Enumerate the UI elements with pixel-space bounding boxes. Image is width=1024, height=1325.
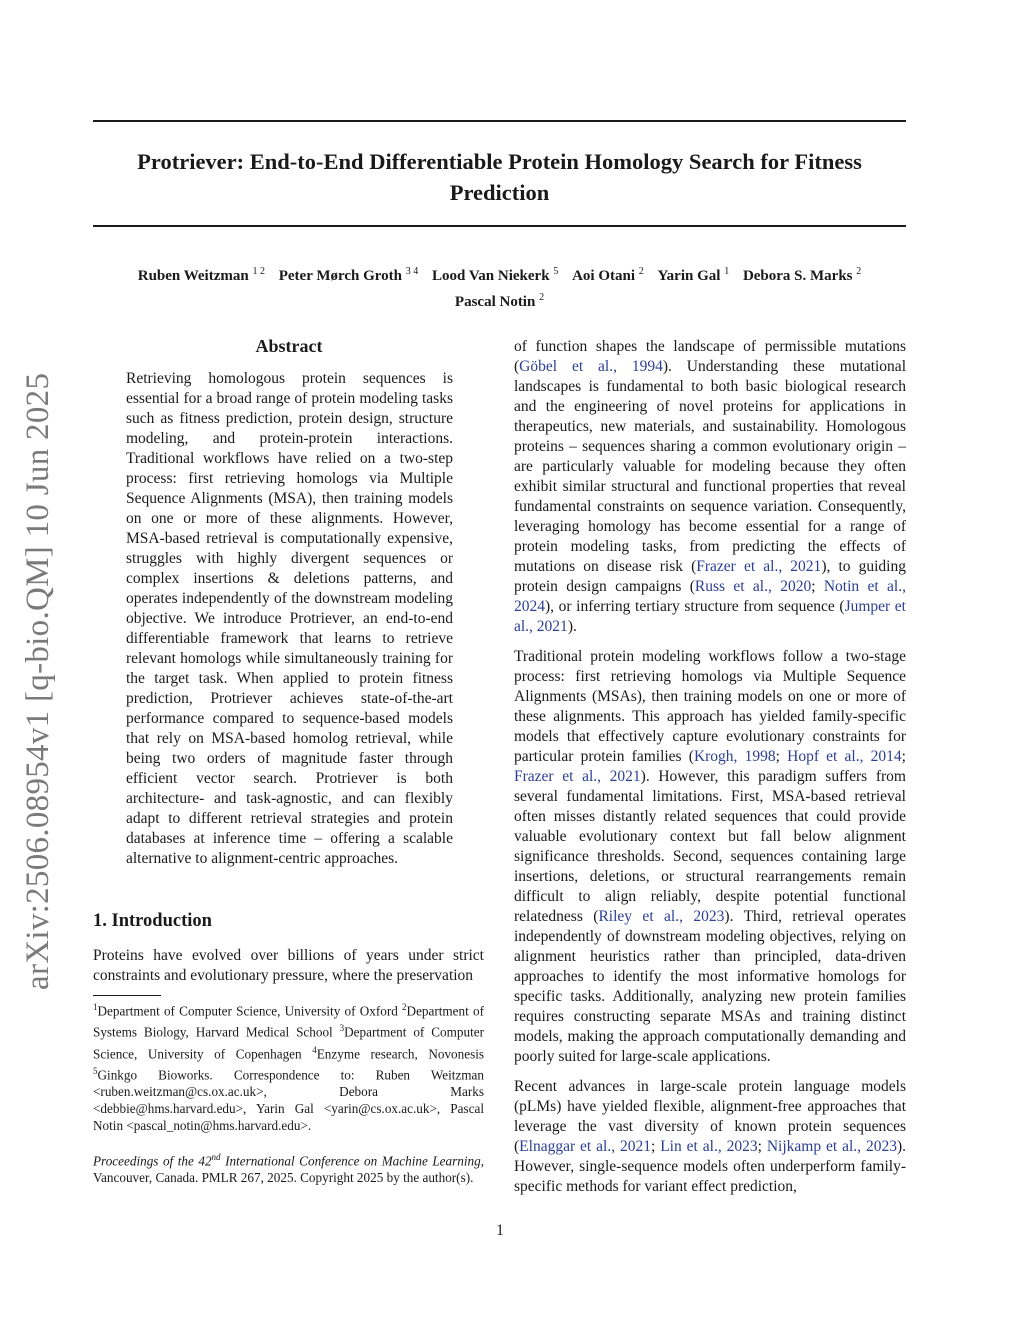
paper-title: Protriever: End-to-End Differentiable Protein Homology Search for Fitness Prediction: [137, 149, 862, 205]
abstract-heading: Abstract: [255, 336, 323, 356]
body-text: ). Third, retrieval operates independently of downstream modeling objectives, relying on alignment heuristics rather than principled, data-driven approaches to identify the most informative homologs for specific tasks. Additionally, analyzing new protein families requires constructing separate MSAs and training distinct models, making the approach computationally demanding and poorly suited for large-scale applications.: [514, 908, 906, 1065]
body-text: ;: [811, 578, 824, 595]
affiliation-marker: 1: [724, 266, 730, 277]
author: [743, 268, 861, 284]
affiliation-footnotes: [93, 999, 484, 1135]
author: [572, 268, 644, 284]
affiliation-text: Department of Computer Science, University of Oxford: [97, 1003, 398, 1019]
top-rule: [93, 120, 906, 122]
proceedings-number: 42: [198, 1153, 212, 1169]
proceedings-notice: [93, 1149, 484, 1186]
correspondence-text: Correspondence to: Ruben Weitzman <ruben.weitzman@cs.ox.ac.uk>, Debora Marks <debbie@hms.harvard.edu>, Yarin Gal <yarin@cs.ox.ac.uk>, Pascal Notin <pascal_notin@hms.harvard.edu>.: [93, 1067, 485, 1133]
body-text: ), to guiding protein design campaigns (: [514, 558, 906, 595]
body-text: Traditional protein modeling workflows follow a two-stage process: first retrieving homologs via Multiple Sequence Alignments (MSAs), then training models on one or more of these alignments. This approach has yielded family-specific models that effectively capture evolutionary constraints for particular protein families (: [514, 648, 906, 765]
author-name: Yarin Gal: [657, 268, 721, 284]
author-list: [93, 261, 906, 313]
citation-link[interactable]: Hopf et al., 2014: [787, 748, 902, 765]
citation-link[interactable]: Göbel et al., 1994: [519, 358, 663, 375]
page-number: 1: [496, 1222, 504, 1239]
citation-link[interactable]: Elnaggar et al., 2021: [519, 1138, 651, 1155]
affiliation-text: Ginkgo Bioworks.: [97, 1067, 213, 1083]
footnote-marker: 4: [312, 1044, 317, 1055]
section-heading-introduction: 1. Introduction: [93, 911, 212, 931]
arxiv-identifier-stamp: arXiv:2506.08954v1 [q-bio.QM] 10 Jun 2025: [20, 372, 56, 990]
footnote-marker: 5: [93, 1065, 98, 1076]
citation-link[interactable]: Lin et al., 2023: [660, 1138, 758, 1155]
right-column-paragraph-1: [514, 337, 906, 637]
author-name: Ruben Weitzman: [137, 268, 249, 284]
body-text: ;: [757, 1138, 767, 1155]
affiliation-text: Enzyme research, Novonesis: [316, 1045, 485, 1061]
author: [658, 268, 730, 284]
footnote-marker: 2: [402, 1002, 407, 1012]
citation-link[interactable]: Jumper et al., 2021: [514, 598, 906, 635]
body-text: ), or inferring tertiary structure from sequence (: [545, 598, 845, 615]
author-name: Debora S. Marks: [742, 268, 853, 284]
footnote-marker: 1: [93, 1002, 98, 1012]
affiliation-marker: 2: [539, 292, 545, 303]
author-name: Peter Mørch Groth: [278, 268, 403, 284]
affiliation-marker: 3 4: [405, 266, 419, 277]
author: [279, 268, 419, 284]
introduction-paragraph: Proteins have evolved over billions of years under strict constraints and evolutionary pressure, where the preservation: [93, 947, 484, 984]
body-text: ;: [775, 748, 788, 765]
footnote-rule: [93, 995, 161, 996]
author-name: Aoi Otani: [572, 268, 635, 284]
right-column-paragraph-2: [514, 647, 906, 1067]
body-text: ).: [567, 618, 577, 635]
affiliation-marker: 1 2: [252, 266, 265, 277]
proceedings-ordinal: nd: [211, 1152, 221, 1162]
footnote-marker: 3: [339, 1023, 345, 1034]
citation-link[interactable]: Krogh, 1998: [693, 748, 776, 765]
citation-link[interactable]: Frazer et al., 2021: [514, 768, 641, 785]
citation-link[interactable]: Riley et al., 2023: [598, 908, 725, 925]
author-name: Lood Van Niekerk: [432, 268, 550, 284]
affiliation-marker: 5: [553, 266, 559, 277]
proceedings-details: , Vancouver, Canada. PMLR 267, 2025. Copyright 2025 by the author(s).: [93, 1153, 484, 1186]
abstract-body: Retrieving homologous protein sequences is essential for a broad range of protein modeling tasks such as fitness prediction, protein design, structure modeling, and protein-protein interactions. Traditional workflows have relied on a two-step process: first retrieving homologs via Multiple Sequence Alignments (MSA), then training models on one or more of these alignments. However, MSA-based retrieval is computationally expensive, struggles with highly divergent sequences or complex insertions & deletions patterns, and operates independently of the downstream modeling objective. We introduce Protriever, an end-to-end differentiable framework that learns to retrieve relevant homologs while simultaneously training for the target task. When applied to protein fitness prediction, Protriever achieves state-of-the-art performance compared to sequence-based models that rely on MSA-based homolog retrieval, while being two orders of magnitude faster through efficient vector search. Protriever is both architecture- and task-agnostic, and can flexibly adapt to different retrieval strategies and protein databases at inference time – offering a scalable alternative to alignment-centric approaches.: [126, 370, 453, 867]
affiliation-marker: 2: [856, 266, 862, 277]
body-text: ). However, single-sequence models often underperform family-specific methods for variant effect prediction,: [514, 1138, 906, 1195]
author-name: Pascal Notin: [454, 294, 536, 310]
author: [138, 268, 265, 284]
author: [455, 294, 544, 310]
affiliation-marker: 2: [638, 266, 644, 277]
citation-link[interactable]: Frazer et al., 2021: [696, 558, 822, 575]
body-text: ). However, this paradigm suffers from several fundamental limitations. First, MSA-based retrieval often misses distantly related sequences that could provide valuable evolutionary context but fall below alignment significance thresholds. Second, sequences containing large insertions, deletions, or structural rearrangements remain difficult to align reliably, despite potential functional relatedness (: [514, 768, 906, 925]
conference-name: International Conference on Machine Learning: [220, 1153, 481, 1169]
right-column-paragraph-3: [514, 1077, 906, 1197]
citation-link[interactable]: Russ et al., 2020: [694, 578, 812, 595]
citation-link[interactable]: Notin et al., 2024: [514, 578, 906, 615]
body-text: ;: [650, 1138, 661, 1155]
affiliation-text: Department of Computer Science, University of Copenhagen: [93, 1024, 484, 1061]
proceedings-prefix: Proceedings of the: [93, 1153, 199, 1169]
body-text: of function shapes the landscape of permissible mutations (: [514, 338, 906, 375]
citation-link[interactable]: Nijkamp et al., 2023: [766, 1138, 897, 1155]
body-text: ). Understanding these mutational landscapes is fundamental to both basic biological research and the engineering of novel proteins for applications in therapeutics, new materials, and sustainability. Homologous proteins – sequences sharing a common evolutionary origin – are particularly valuable for modeling because they often exhibit similar structural and functional properties that reveal fundamental constraints on sequence variation. Consequently, leveraging homology has become essential for a range of protein modeling tasks, from predicting the effects of mutations on disease risk (: [514, 358, 906, 575]
author: [432, 268, 558, 284]
title-bottom-rule: [93, 225, 906, 227]
body-text: Recent advances in large-scale protein language models (pLMs) have yielded flexible, alignment-free approaches that leverage the vast diversity of known protein sequences (: [514, 1078, 906, 1155]
affiliation-text: Department of Systems Biology, Harvard Medical School: [93, 1003, 484, 1040]
body-text: ;: [901, 748, 906, 765]
